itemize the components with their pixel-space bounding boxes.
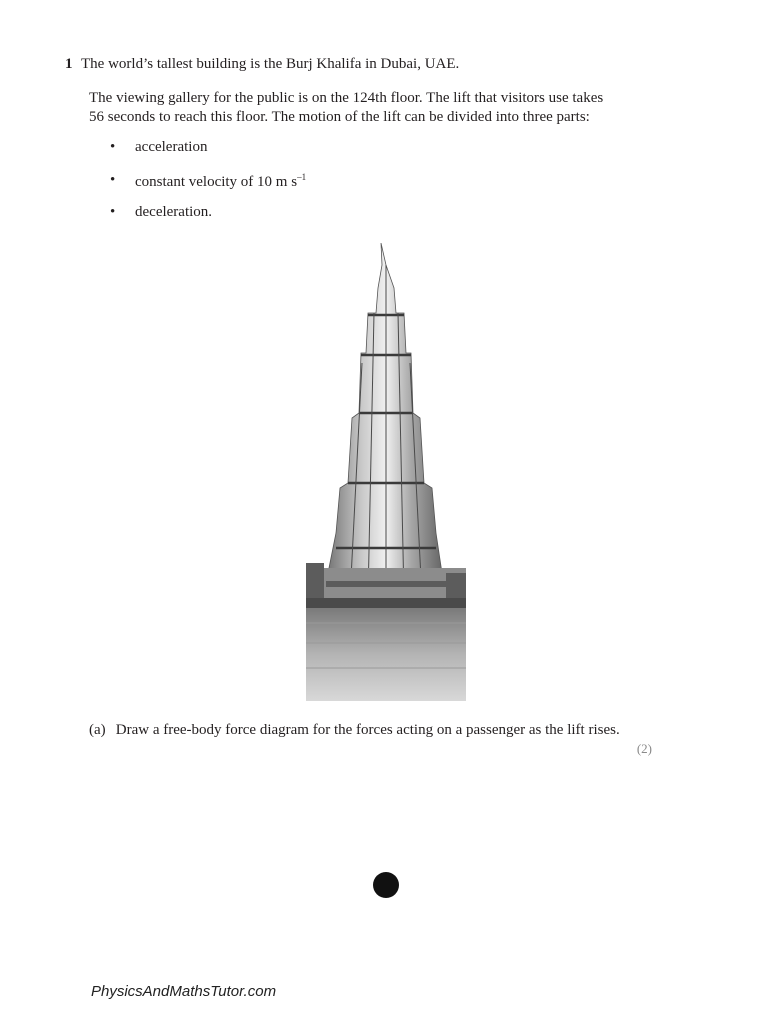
bullet-icon: • bbox=[110, 139, 116, 155]
question-intro: The world’s tallest building is the Burj Khalifa in Dubai, UAE. bbox=[81, 56, 460, 72]
part-label: (a) bbox=[89, 722, 106, 738]
list-item-label: deceleration. bbox=[135, 204, 213, 220]
list-item-text bbox=[135, 139, 207, 156]
burj-khalifa-photo bbox=[306, 243, 466, 701]
paragraph-line: The viewing gallery for the public is on the 124th floor. The lift that visitors use takes bbox=[89, 90, 604, 106]
part-text: Draw a free-body force diagram for the forces acting on a passenger as the lift rises. bbox=[115, 722, 620, 738]
question-paragraph bbox=[89, 89, 649, 126]
bullet-icon: • bbox=[110, 204, 116, 220]
list-item-text bbox=[135, 172, 306, 191]
unit-superscript: –1 bbox=[297, 171, 307, 182]
bullet-icon: • bbox=[110, 171, 116, 188]
black-dot bbox=[373, 872, 399, 898]
list-item-label: constant velocity of 10 m s bbox=[135, 173, 298, 190]
footer-watermark: PhysicsAndMathsTutor.com bbox=[91, 983, 277, 1000]
marks-allocation: (2) bbox=[636, 741, 652, 756]
list-item-label: acceleration bbox=[135, 139, 208, 155]
list-item-text bbox=[135, 204, 212, 221]
paragraph-line: 56 seconds to reach this floor. The motion of the lift can be divided into three parts: bbox=[89, 108, 590, 125]
question-part-a bbox=[89, 722, 620, 739]
question-number: 1 bbox=[65, 56, 73, 72]
